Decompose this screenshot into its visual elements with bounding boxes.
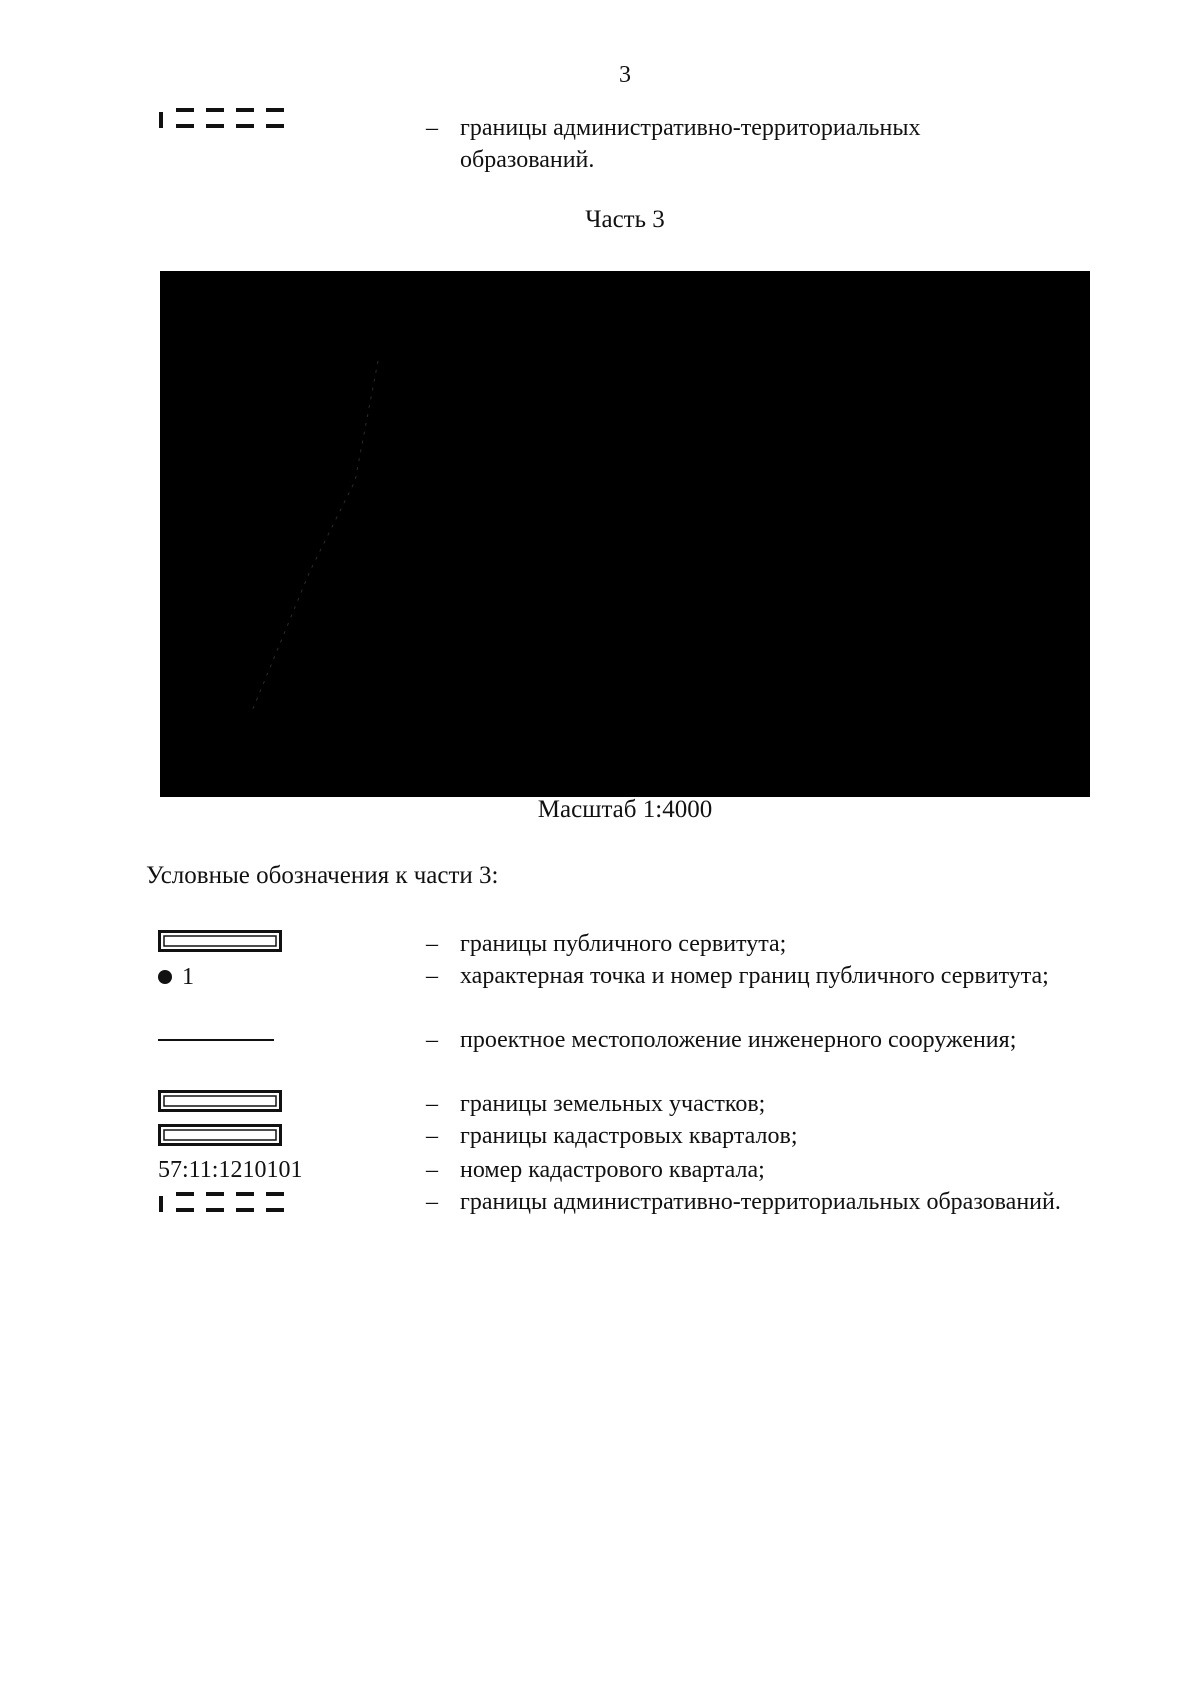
legend-text: границы административно-территориальных образований. xyxy=(460,115,921,173)
legend-text: характерная точка и номер границ публичного сервитута; xyxy=(460,963,1049,989)
legend-text: номер кадастрового квартала; xyxy=(460,1157,765,1183)
legend-dash: – xyxy=(426,1123,438,1149)
legend-item xyxy=(426,960,1066,992)
legend-text: границы публичного сервитута; xyxy=(460,931,787,957)
map-scale: Масштаб 1:4000 xyxy=(537,796,713,823)
admin-boundary-dashed-icon xyxy=(158,104,288,130)
legend-text: границы земельных участков; xyxy=(460,1091,766,1117)
legend-item xyxy=(426,1120,1066,1152)
cadastral-number-sample: 57:11:1210101 xyxy=(158,1157,303,1183)
legend-dash: – xyxy=(426,1027,438,1053)
legend-dash: – xyxy=(426,931,438,957)
legend-dash: – xyxy=(426,1157,438,1183)
legend-dash: – xyxy=(426,115,438,141)
top-legend-item xyxy=(426,112,1046,176)
point-symbol xyxy=(158,961,194,993)
point-number: 1 xyxy=(182,964,194,990)
legend-dash: – xyxy=(426,963,438,989)
map-faint-line xyxy=(160,271,1090,797)
point-icon xyxy=(158,970,172,984)
page-number: 3 xyxy=(619,62,631,88)
legend-item xyxy=(426,928,1066,960)
legend-text: границы кадастровых кварталов; xyxy=(460,1123,798,1149)
double-rect-icon xyxy=(158,930,282,952)
legend-heading: Условные обозначения к части 3: xyxy=(146,862,499,889)
double-rect-icon xyxy=(158,1090,282,1112)
legend-dash: – xyxy=(426,1091,438,1117)
legend-text: границы административно-территориальных образований. xyxy=(460,1189,1061,1215)
legend-item xyxy=(426,1186,1066,1218)
part-title: Часть 3 xyxy=(585,206,665,233)
solid-line-icon xyxy=(158,1038,278,1042)
double-rect-icon xyxy=(158,1124,282,1146)
admin-boundary-dashed-icon xyxy=(158,1188,288,1214)
legend-text: проектное местоположение инженерного сооружения; xyxy=(460,1027,1017,1053)
legend-item xyxy=(426,1024,1066,1056)
legend-item xyxy=(426,1154,1066,1186)
legend-item xyxy=(426,1088,1066,1120)
map-image xyxy=(160,271,1090,797)
legend-dash: – xyxy=(426,1189,438,1215)
